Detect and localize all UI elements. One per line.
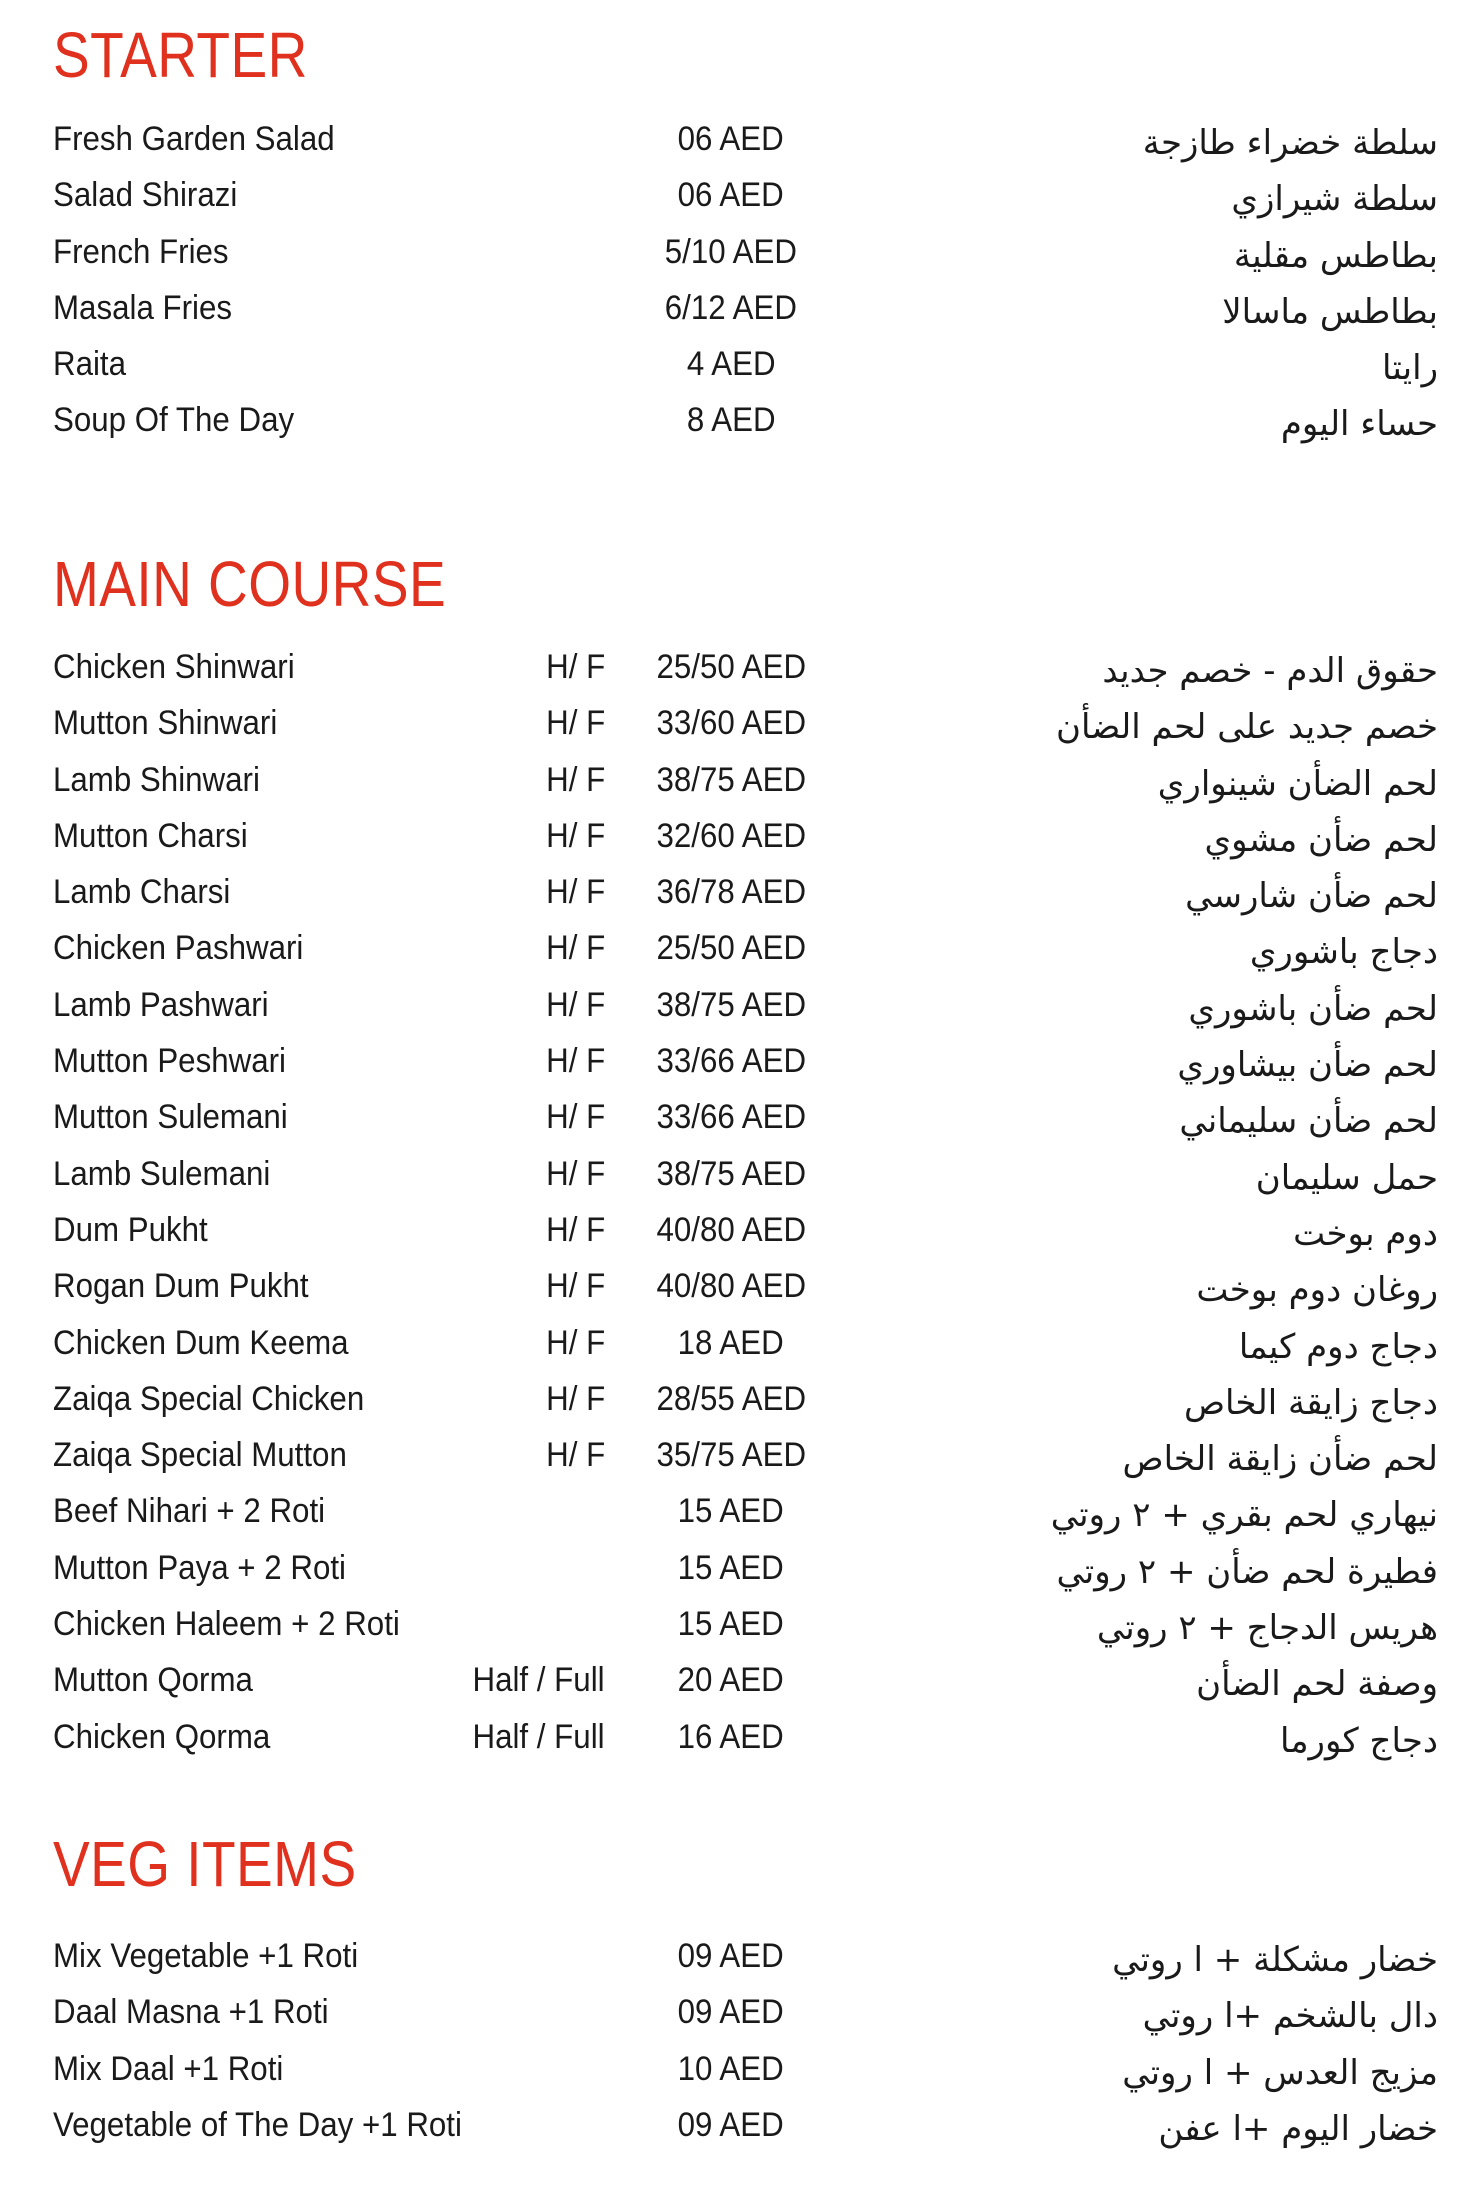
menu-item-row xyxy=(0,701,1483,757)
menu-item-name: Mix Daal +1 Roti xyxy=(53,2049,284,2088)
menu-item-row xyxy=(0,870,1483,926)
menu-item-price: 06 AED xyxy=(677,120,785,158)
menu-item-row xyxy=(0,117,1483,173)
menu-item-name: Raita xyxy=(53,345,127,384)
menu-item-price: 09 AED xyxy=(677,1937,785,1975)
menu-item-name: French Fries xyxy=(53,232,229,271)
menu-item-arabic-name: دجاج باشوري xyxy=(1249,932,1438,973)
menu-item-price: 36/78 AED xyxy=(656,873,806,912)
menu-item-row xyxy=(0,1264,1483,1320)
menu-item-name: Rogan Dum Pukht xyxy=(53,1267,309,1306)
menu-item-price: 8 AED xyxy=(686,401,776,440)
menu-item-row xyxy=(0,1715,1483,1771)
menu-item-name: Fresh Garden Salad xyxy=(53,120,335,158)
menu-item-arabic-name: دوم بوخت xyxy=(1293,1213,1438,1254)
menu-item-arabic-name: حقوق الدم - خصم جديد xyxy=(1102,651,1438,691)
menu-item-name: Zaiqa Special Mutton xyxy=(53,1436,347,1475)
menu-item-arabic-name: نيهاري لحم بقري + ٢ روتي xyxy=(1050,1495,1438,1536)
menu-item-price: 40/80 AED xyxy=(656,1210,806,1249)
section-title-starter: STARTER xyxy=(53,19,308,91)
menu-item-row xyxy=(0,814,1483,870)
menu-item-price: 4 AED xyxy=(686,345,776,384)
starter-item-list xyxy=(0,117,1483,455)
menu-item-name: Mutton Shinwari xyxy=(53,704,278,743)
menu-item-price: 40/80 AED xyxy=(656,1267,806,1306)
menu-item-price: 15 AED xyxy=(677,1548,785,1587)
section-title-veg-items: VEG ITEMS xyxy=(53,1828,357,1900)
menu-item-arabic-name: دال بالشخم +ا روتي xyxy=(1142,1996,1438,2037)
menu-item-price: 33/66 AED xyxy=(656,1098,806,1137)
menu-item-arabic-name: دجاج زايقة الخاص xyxy=(1183,1382,1438,1423)
menu-item-arabic-name: بطاطس ماسالا xyxy=(1222,291,1438,332)
menu-item-price: 32/60 AED xyxy=(656,816,806,855)
menu-item-arabic-name: وصفة لحم الضأن xyxy=(1196,1664,1438,1705)
menu-item-row xyxy=(0,398,1483,454)
menu-item-name: Mix Vegetable +1 Roti xyxy=(53,1937,359,1975)
menu-item-name: Chicken Pashwari xyxy=(53,929,304,968)
menu-item-arabic-name: لحم ضأن سليماني xyxy=(1179,1101,1438,1142)
menu-item-row xyxy=(0,1546,1483,1602)
menu-item-price: 16 AED xyxy=(677,1717,785,1756)
menu-item-price: 5/10 AED xyxy=(664,232,798,271)
menu-item-row xyxy=(0,1152,1483,1208)
menu-item-portion: H/ F xyxy=(545,648,605,686)
menu-item-price: 25/50 AED xyxy=(656,929,806,968)
menu-item-name: Soup Of The Day xyxy=(53,401,295,440)
menu-item-name: Lamb Sulemani xyxy=(53,1154,271,1193)
menu-item-price: 6/12 AED xyxy=(664,288,798,327)
menu-item-row xyxy=(0,1208,1483,1264)
menu-item-name: Beef Nihari + 2 Roti xyxy=(53,1492,326,1531)
menu-item-name: Lamb Pashwari xyxy=(53,985,269,1024)
menu-item-row xyxy=(0,926,1483,982)
menu-item-row xyxy=(0,1095,1483,1151)
menu-item-arabic-name: روغان دوم بوخت xyxy=(1196,1270,1438,1311)
menu-item-arabic-name: لحم ضأن زايقة الخاص xyxy=(1122,1439,1438,1480)
menu-item-arabic-name: فطيرة لحم ضأن + ٢ روتي xyxy=(1056,1551,1438,1592)
menu-item-name: Lamb Shinwari xyxy=(53,760,260,799)
menu-item-arabic-name: حمل سليمان xyxy=(1255,1157,1438,1198)
menu-item-arabic-name: سلطة شيرازي xyxy=(1231,179,1438,220)
menu-item-row xyxy=(0,1489,1483,1545)
menu-item-price: 15 AED xyxy=(677,1605,785,1644)
menu-item-portion: Half / Full xyxy=(472,1661,605,1700)
menu-item-portion: H/ F xyxy=(545,1436,605,1475)
menu-item-portion: H/ F xyxy=(545,1267,605,1306)
menu-item-name: Mutton Charsi xyxy=(53,816,248,855)
menu-item-portion: H/ F xyxy=(545,1379,605,1418)
menu-item-name: Salad Shirazi xyxy=(53,176,238,215)
menu-item-arabic-name: بطاطس مقلية xyxy=(1233,235,1438,276)
menu-item-name: Dum Pukht xyxy=(53,1210,208,1249)
menu-item-arabic-name: هريس الدجاج + ٢ روتي xyxy=(1096,1608,1438,1649)
menu-item-row xyxy=(0,1990,1483,2046)
menu-item-name: Chicken Shinwari xyxy=(53,648,295,686)
menu-item-name: Mutton Paya + 2 Roti xyxy=(53,1548,346,1587)
menu-item-row xyxy=(0,758,1483,814)
menu-item-name: Chicken Qorma xyxy=(53,1717,271,1756)
menu-item-name: Daal Masna +1 Roti xyxy=(53,1993,329,2032)
menu-item-price: 35/75 AED xyxy=(656,1436,806,1475)
menu-item-price: 18 AED xyxy=(677,1323,785,1362)
menu-item-arabic-name: رايتا xyxy=(1382,348,1438,389)
menu-item-price: 38/75 AED xyxy=(656,1154,806,1193)
menu-item-name: Zaiqa Special Chicken xyxy=(53,1379,365,1418)
main-course-item-list xyxy=(0,645,1483,1771)
menu-item-arabic-name: خصم جديد على لحم الضأن xyxy=(1056,707,1438,748)
menu-item-row xyxy=(0,1377,1483,1433)
menu-item-arabic-name: دجاج كورما xyxy=(1279,1720,1438,1761)
menu-item-portion: H/ F xyxy=(545,704,605,743)
menu-item-name: Lamb Charsi xyxy=(53,873,231,912)
menu-item-name: Vegetable of The Day +1 Roti xyxy=(53,2105,462,2144)
menu-item-name: Chicken Dum Keema xyxy=(53,1323,349,1362)
menu-item-arabic-name: حساء اليوم xyxy=(1280,404,1438,445)
menu-item-price: 38/75 AED xyxy=(656,760,806,799)
menu-item-portion: Half / Full xyxy=(472,1717,605,1756)
menu-item-name: Masala Fries xyxy=(53,288,233,327)
menu-item-arabic-name: لحم ضأن شارسي xyxy=(1185,876,1438,917)
menu-item-arabic-name: مزيج العدس + ا روتي xyxy=(1122,2052,1438,2093)
menu-item-row xyxy=(0,1934,1483,1990)
section-title-main-course: MAIN COURSE xyxy=(53,548,447,620)
menu-item-portion: H/ F xyxy=(545,1154,605,1193)
menu-item-portion: H/ F xyxy=(545,985,605,1024)
menu-item-portion: H/ F xyxy=(545,1323,605,1362)
menu-item-row xyxy=(0,342,1483,398)
menu-item-row xyxy=(0,1039,1483,1095)
menu-item-price: 38/75 AED xyxy=(656,985,806,1024)
menu-item-arabic-name: لحم ضأن مشوي xyxy=(1204,819,1438,860)
menu-item-row xyxy=(0,286,1483,342)
menu-item-arabic-name: سلطة خضراء طازجة xyxy=(1142,123,1438,163)
menu-item-price: 10 AED xyxy=(677,2049,785,2088)
menu-item-row xyxy=(0,2103,1483,2159)
menu-item-price: 15 AED xyxy=(677,1492,785,1531)
menu-item-row xyxy=(0,2047,1483,2103)
menu-item-price: 20 AED xyxy=(677,1661,785,1700)
menu-item-arabic-name: خضار اليوم +ا عفن xyxy=(1158,2108,1438,2149)
menu-item-row xyxy=(0,1658,1483,1714)
menu-item-row xyxy=(0,173,1483,229)
menu-item-row xyxy=(0,1321,1483,1377)
menu-item-portion: H/ F xyxy=(545,1042,605,1081)
menu-item-portion: H/ F xyxy=(545,816,605,855)
menu-item-price: 28/55 AED xyxy=(656,1379,806,1418)
menu-item-portion: H/ F xyxy=(545,929,605,968)
menu-item-arabic-name: دجاج دوم كيما xyxy=(1238,1326,1438,1367)
menu-item-arabic-name: لحم الضأن شينواري xyxy=(1157,763,1438,804)
menu-item-row xyxy=(0,1602,1483,1658)
menu-item-name: Mutton Sulemani xyxy=(53,1098,288,1137)
menu-item-arabic-name: لحم ضأن بيشاوري xyxy=(1177,1045,1438,1086)
menu-item-row xyxy=(0,230,1483,286)
menu-item-portion: H/ F xyxy=(545,1210,605,1249)
menu-item-price: 06 AED xyxy=(677,176,785,215)
menu-item-price: 09 AED xyxy=(677,2105,785,2144)
menu-item-arabic-name: لحم ضأن باشوري xyxy=(1188,988,1438,1029)
menu-item-portion: H/ F xyxy=(545,1098,605,1137)
menu-item-price: 25/50 AED xyxy=(656,648,806,686)
menu-item-portion: H/ F xyxy=(545,873,605,912)
veg-items-item-list xyxy=(0,1934,1483,2159)
menu-item-name: Mutton Qorma xyxy=(53,1661,253,1700)
menu-item-price: 33/66 AED xyxy=(656,1042,806,1081)
menu-item-arabic-name: خضار مشكلة + ا روتي xyxy=(1112,1940,1438,1980)
menu-item-price: 33/60 AED xyxy=(656,704,806,743)
menu-item-name: Chicken Haleem + 2 Roti xyxy=(53,1605,400,1644)
menu-item-row xyxy=(0,1433,1483,1489)
menu-item-row xyxy=(0,645,1483,701)
menu-item-price: 09 AED xyxy=(677,1993,785,2032)
menu-item-portion: H/ F xyxy=(545,760,605,799)
menu-item-name: Mutton Peshwari xyxy=(53,1042,286,1081)
menu-item-row xyxy=(0,983,1483,1039)
